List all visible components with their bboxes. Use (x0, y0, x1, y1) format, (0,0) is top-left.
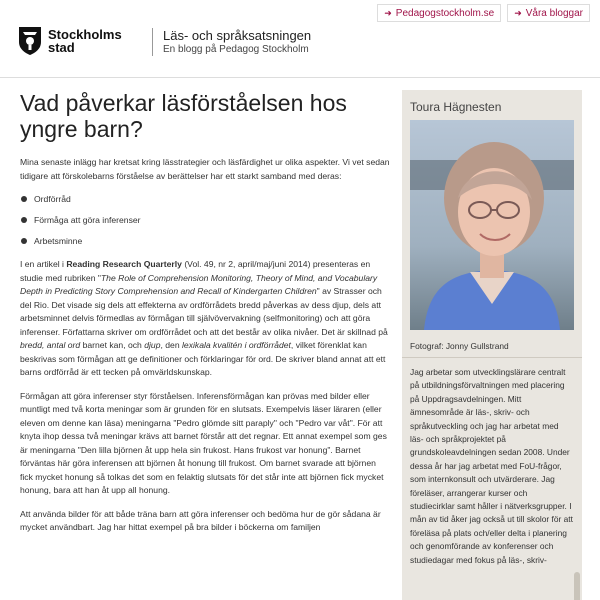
list-item: Ordförråd (20, 193, 390, 206)
bullet-icon (21, 217, 27, 223)
bullet-icon (21, 238, 27, 244)
top-links (377, 4, 590, 22)
header-divider (152, 28, 153, 56)
post-title[interactable]: Vad påverkar läsförståelsen hos yngre barn? (20, 90, 347, 142)
list-item: Arbetsminne (20, 235, 390, 248)
post-paragraph-2: I en artikel i Reading Research Quarterly (Vol. 49, nr 2, april/maj/juni 2014) presenteras en studie med rubriken "The Role of Comprehension Monitoring, Theory of Mind, and Vocabulary Depth in Predicting Story Comprehension and Recall of Kindergarten Children" av Strasser och del Rio. Det visade sig dels att effekterna av ordförrådets bredd påverkas av dess djup, dels att arbetsminnet delvis förmedlas av förmågan till självövervakning (selfmonitoring) och att göra inferenser. Författarna skriver om ordförrådet och att det består av olika nivåer. Det är skillnad på bredd, antal ord barnet kan, och djup, den lexikala kvalitén i ordförrådet, vilket förenklat kan beskrivas som förmågan att ge definitioner och förklaringar för ord. De skriver bland annat att ett barns ordförråd är ett tecken på omvärldskunskap. (20, 259, 388, 377)
photo-caption: Fotograf: Jonny Gullstrand (402, 335, 582, 358)
brand-line-2: stad (48, 40, 75, 55)
factor-list (20, 193, 390, 248)
pedagogstockholm-link[interactable]: ➜ Pedagogstockholm.se (377, 4, 501, 22)
bullet-icon (21, 196, 27, 202)
sidebar-scrollbar[interactable] (574, 572, 580, 600)
author-name: Toura Hägnesten (410, 100, 502, 114)
list-item: Förmåga att göra inferenser (20, 214, 390, 227)
arrow-right-icon: ➜ (384, 7, 392, 18)
author-bio: Jag arbetar som utvecklingslärare centralt på utbildningsförvaltningen med placering på Uppdragsavdelningen. Mitt ämnesområde är läs-, skriv- och språkutveckling och jag har arbetat med läs- och språkprojektet på grundskoleavdelningen sedan 2008. Under dessa år har jag arbetat med FoU-frågor, som internkonsult och utvärderare. Jag föreläser, arrangerar kurser och studiecirklar samt håller i nätverksgrupper. I mån av tid åker jag också ut till skolor för att föreläsa på plats och/eller delta i planering och genomförande av konferenser och studiedagar med fokus på läs-, skriv- (410, 367, 573, 565)
blog-title[interactable]: Läs- och språksatsningen (163, 28, 312, 43)
brand-line-1: Stockholms (48, 27, 122, 42)
post-paragraph-3: Förmågan att göra inferenser styr förståelsen. Inferensförmågan kan prövas med bilder eller muntligt med två korta meningar som är grunden för en slutsats. Exempelvis läser läraren (eller eleven om denne kan läsa) meningarna "Pedro glömde sitt paraply" och "Pedro var våt". För att knyta ihop dessa två meningar krävs att barnet förstår att det regnar. Ett annat exempel som ges är meningarna "Den lilla björnen åt upp hela sin frukost. Hans frukost var honung". Barnet förväntas här göra inferensen att björnen åt honung till frukost. Om barnet svarade att björnen fick mycket honung så tolkas det som en felaktig slutsats för det står inte att björnen fick mycket honung, bara att han åt upp all honung. (20, 390, 387, 495)
arrow-right-icon: ➜ (514, 7, 522, 18)
city-crest-icon (18, 26, 42, 56)
post-intro: Mina senaste inlägg har kretsat kring lässtrategier och läsfärdighet ur olika aspekter. Vi vet sedan tidigare att förskolebarns förståelse av berättelser har ett starkt samband med deras: (20, 157, 390, 181)
author-photo (410, 120, 574, 330)
vara-bloggar-link[interactable]: ➜ Våra bloggar (507, 4, 590, 22)
stockholms-stad-logo[interactable] (18, 26, 122, 56)
author-sidebar (402, 90, 582, 600)
post-paragraph-4: Att använda bilder för att både träna barn att göra inferenser och bedöma hur de gör sådana är mycket användbart. Jag har hittat exempel på bra bilder i böckerna om familjen (20, 508, 381, 532)
blog-subtitle: En blogg på Pedagog Stockholm (163, 44, 309, 55)
blog-post (20, 90, 390, 545)
